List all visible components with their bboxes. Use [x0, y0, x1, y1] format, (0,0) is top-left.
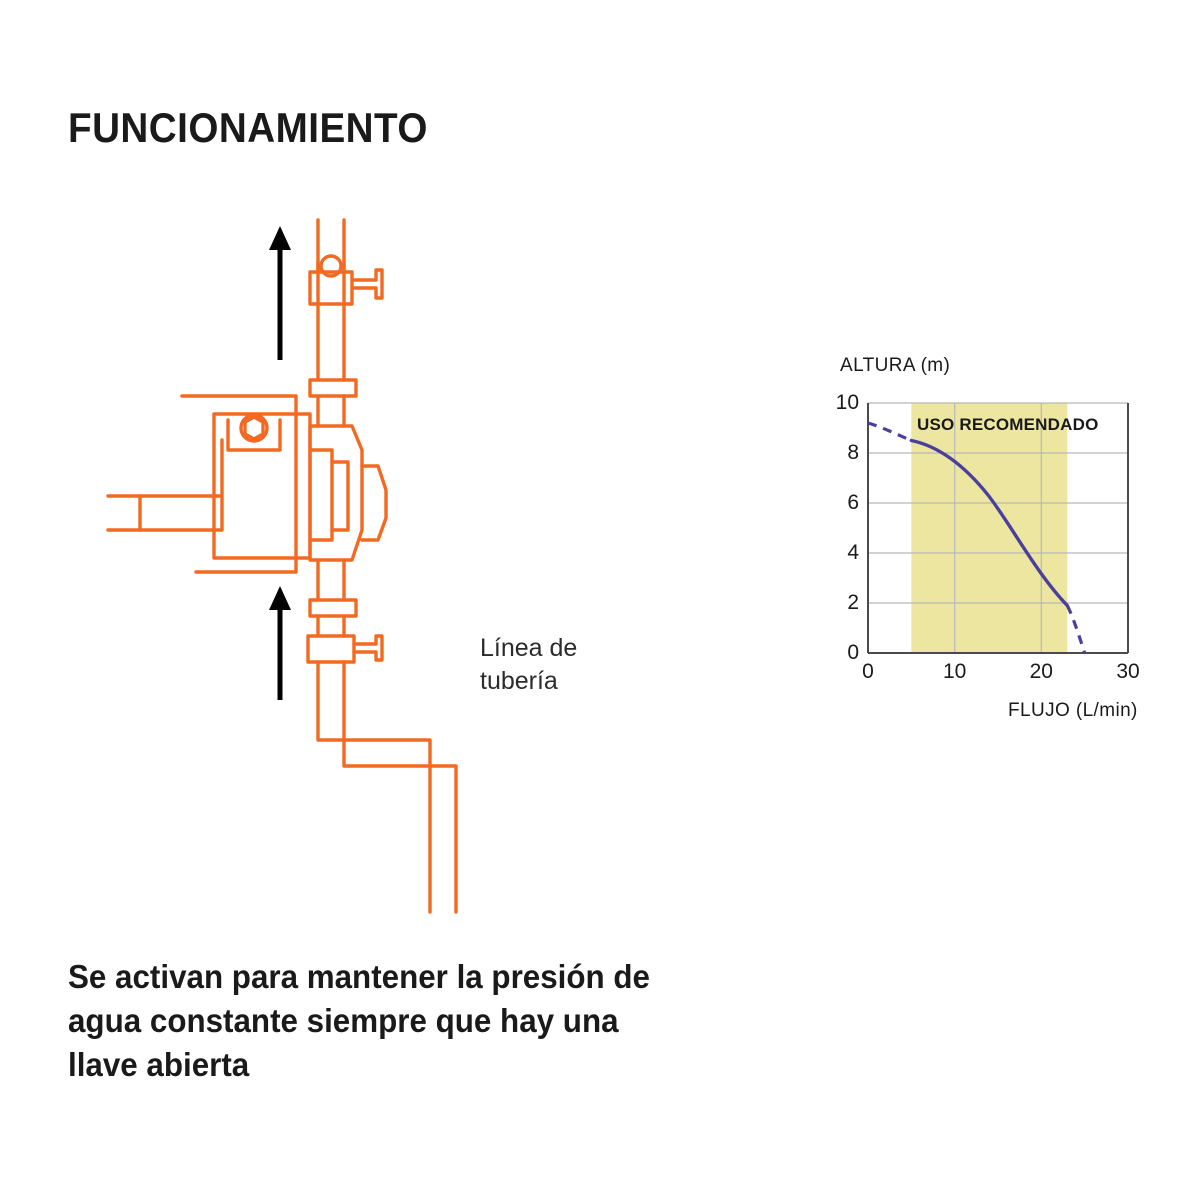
chart-y-tick-8: 8 [847, 441, 859, 464]
flow-arrow-top-head [269, 226, 291, 250]
pump-volute-core [332, 462, 348, 530]
pump-motor-end [362, 466, 386, 540]
chart-y-tick-10: 10 [835, 391, 859, 414]
chart-plot-area [835, 391, 1140, 683]
chart-svg [868, 403, 1128, 653]
recommended-use-label: USO RECOMENDADO [917, 415, 1099, 434]
flow-arrow-group [269, 226, 291, 700]
pump-bolt-hex [245, 417, 263, 439]
chart-curve-dashed-end [1067, 606, 1084, 654]
pipe-line-label [480, 632, 577, 698]
chart-x-tick-30: 30 [1116, 660, 1140, 683]
valve-bottom-body [308, 636, 354, 662]
pump-installation-diagram [100, 200, 740, 940]
caption-text: Se activan para mantener la presión de agua constante siempre que hay una llave abierta [68, 958, 650, 1083]
pipe-below-pump [318, 560, 344, 600]
page-title: FUNCIONAMIENTO [68, 104, 428, 151]
pump-side-outlet [140, 440, 222, 530]
recommended-use-band [911, 403, 1067, 653]
valve-top-handle [352, 270, 382, 298]
chart-x-tick-10: 10 [943, 660, 967, 683]
chart-y-tick-2: 2 [847, 591, 859, 614]
chart-y-tick-4: 4 [847, 541, 859, 564]
pump-diagram-svg [100, 200, 740, 940]
pipe-flange-bottom [310, 600, 356, 616]
pipe-lower-right [344, 662, 456, 912]
pipe-flange-top [310, 380, 356, 396]
flow-arrow-bottom-head [269, 586, 291, 610]
pump-top-cap [228, 420, 280, 450]
chart-x-axis-label: FLUJO (L/min) [1008, 700, 1138, 721]
pipe-lower-left [318, 662, 430, 912]
chart-x-tick-0: 0 [862, 660, 874, 683]
pump-volute-inner [310, 450, 332, 540]
pipe-line-label-line1: Línea de [480, 634, 578, 662]
pipe-below-flange [318, 616, 344, 636]
chart-curve-dashed-start [868, 423, 911, 441]
pump-cable [108, 496, 140, 530]
pipe-line-label-line2: tubería [480, 667, 558, 695]
chart-y-axis-label: ALTURA (m) [840, 355, 951, 376]
chart-y-tick-6: 6 [847, 491, 859, 514]
pipe-pump-inlet [318, 396, 344, 426]
chart-y-tick-0: 0 [847, 641, 859, 664]
valve-bottom-handle [354, 636, 382, 660]
performance-chart [810, 355, 1160, 735]
chart-x-tick-20: 20 [1029, 660, 1053, 683]
